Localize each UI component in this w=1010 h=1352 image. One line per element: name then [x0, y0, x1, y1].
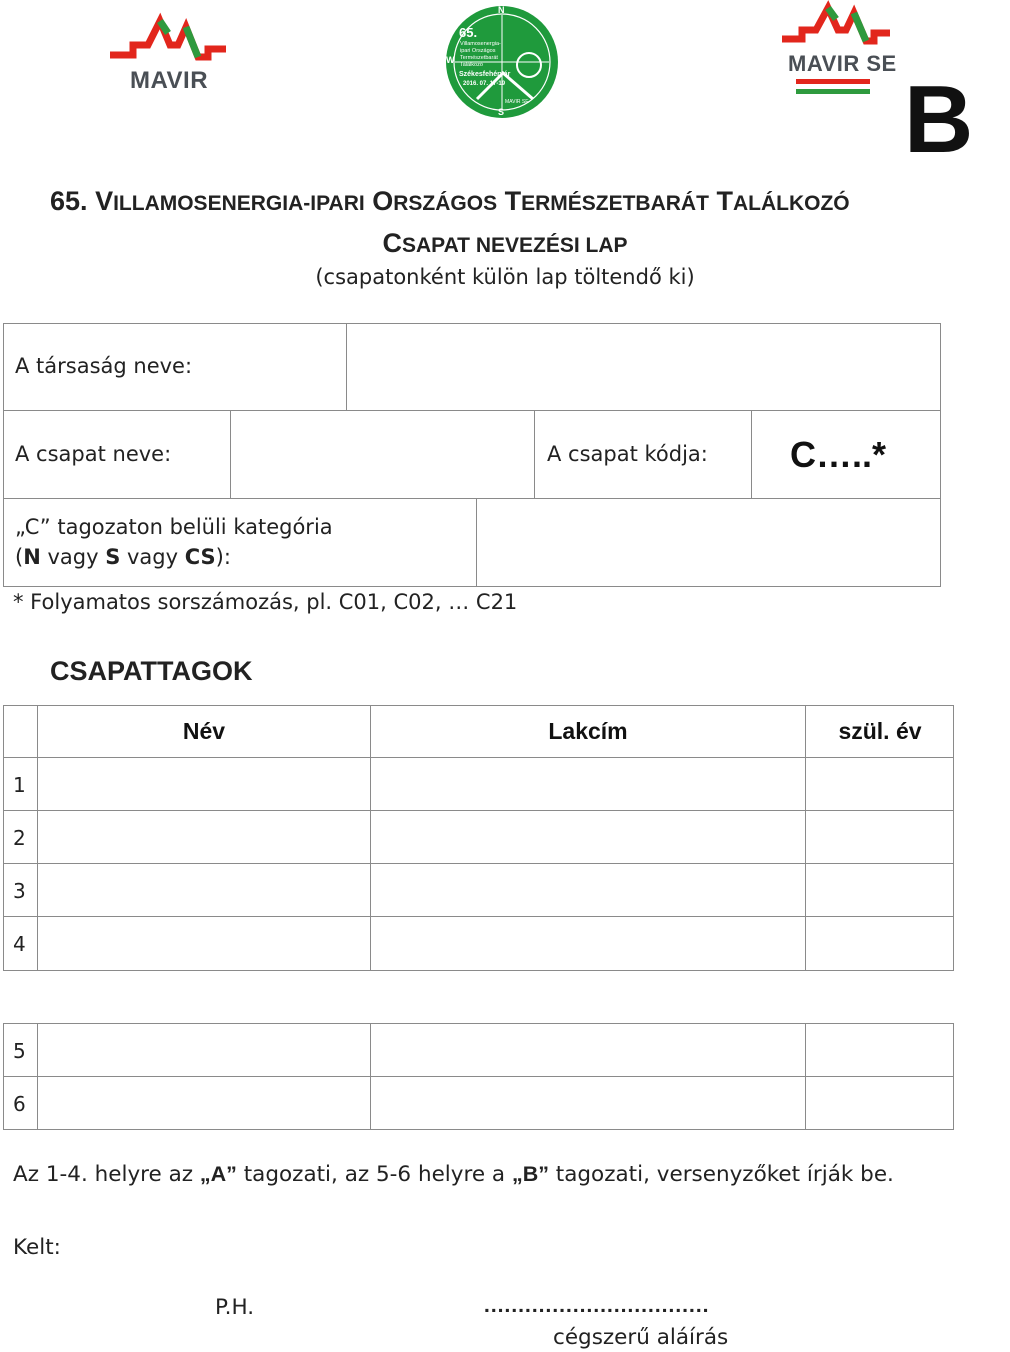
date-label: Kelt:: [13, 1235, 61, 1260]
col-divider-name-b: [370, 1023, 371, 1130]
category-label-line-2: [15, 545, 231, 569]
team-code-value[interactable]: C…..*: [790, 434, 887, 475]
section-letter: B: [904, 66, 974, 173]
title-w1-rest: ILLAMOSENERGIA: [113, 192, 304, 215]
row-divider-5: [3, 1076, 954, 1077]
section-rule: [13, 1162, 894, 1187]
mavir-logo-left: [108, 15, 228, 95]
badge-date: 2016. 07. 17-19: [463, 81, 506, 87]
row-number-5: 5: [13, 1039, 26, 1063]
mavir-se-wave-icon: [780, 3, 892, 51]
cat-n: N: [23, 545, 41, 569]
badge-compass-w: W: [446, 55, 455, 65]
subtitle-rest: SAPAT NEVEZÉSI LAP: [401, 234, 628, 257]
category-divider: [476, 498, 477, 587]
row-divider-2: [3, 863, 954, 864]
title-w4-cap: T: [504, 186, 522, 216]
cat-or-2: vagy: [120, 545, 185, 569]
rule-section-a: „A”: [199, 1162, 237, 1186]
title-word-4: [505, 186, 709, 216]
members-header-divider: [3, 757, 954, 758]
row-number-1: 1: [13, 773, 26, 797]
company-divider: [346, 323, 347, 411]
badge-city: Székesfehérvár: [459, 71, 511, 78]
members-heading: CSAPATTAGOK: [50, 656, 253, 686]
badge-org: MAVIR SE: [505, 99, 529, 105]
title-w5-rest: ALÁLKOZÓ: [732, 192, 850, 215]
rule-part-2: tagozati, az 5-6 helyre a: [236, 1162, 512, 1187]
team-code-value-divider: [751, 410, 752, 499]
badge-line-1: Villamosenergia-: [460, 41, 501, 47]
title-w1-cap: V: [95, 186, 114, 216]
rule-section-b: „B”: [511, 1162, 549, 1186]
title-word-1: [95, 186, 303, 216]
subtitle-cap: C: [382, 228, 402, 258]
cat-or-1: vagy: [40, 545, 106, 569]
col-divider-num-b: [37, 1023, 38, 1130]
row-number-3: 3: [13, 879, 26, 903]
badge-line-2: ipari Országos: [460, 48, 496, 54]
rule-part-3: tagozati, versenyzőket írják be.: [548, 1162, 894, 1187]
title-w5-cap: T: [716, 186, 733, 216]
col-divider-address-b: [805, 1023, 806, 1130]
event-badge: [443, 3, 561, 121]
title-number: 65.: [50, 186, 88, 216]
badge-number: 65.: [459, 25, 478, 40]
form-row-divider-1: [3, 410, 941, 411]
row-number-4: 4: [13, 932, 26, 956]
mavir-wave-icon: [108, 15, 228, 70]
rule-part-1: Az 1-4. helyre az: [13, 1162, 200, 1187]
row-divider-1: [3, 810, 954, 811]
category-label-line-1: „C” tagozaton belüli kategória: [15, 515, 333, 539]
title-word-5: [716, 186, 849, 216]
title-w3-rest: RSZÁGOS: [393, 192, 498, 215]
badge-line-4: Találkozó: [460, 62, 483, 68]
cat-cs: CS: [184, 545, 216, 569]
title-word-3: [372, 186, 497, 216]
page-title: [50, 186, 850, 217]
team-name-divider: [230, 410, 231, 499]
form-row-divider-2: [3, 498, 941, 499]
mavir-se-logo-text: MAVIR SE: [788, 51, 897, 76]
row-number-6: 6: [13, 1092, 26, 1116]
team-code-label-divider: [534, 410, 535, 499]
badge-compass-n: N: [498, 5, 505, 15]
col-header-name: Név: [182, 718, 226, 744]
badge-line-3: Természetbarát: [460, 55, 498, 61]
mavir-se-logo: [778, 3, 898, 98]
title-dash: -: [303, 192, 311, 215]
flag-stripe-green: [796, 89, 870, 94]
footnote: * Folyamatos sorszámozás, pl. C01, C02, … C21: [13, 590, 518, 614]
title-w2-rest: IPARI: [310, 192, 365, 215]
company-field[interactable]: [348, 325, 939, 409]
cat-open: (: [15, 545, 24, 569]
cat-close: ):: [215, 545, 231, 569]
badge-compass-s: S: [498, 107, 505, 117]
col-header-address: Lakcím: [548, 718, 628, 744]
team-name-label: A csapat neve:: [15, 442, 172, 466]
company-label: A társaság neve:: [15, 354, 193, 378]
title-w3-cap: O: [372, 186, 394, 216]
signature-line[interactable]: ……………………………: [483, 1293, 709, 1317]
mavir-logo-text: MAVIR: [130, 67, 209, 94]
page-instruction: (csapatonként külön lap töltendő ki): [315, 265, 695, 289]
row-divider-3: [3, 916, 954, 917]
page-subtitle-heading: [0, 228, 1010, 259]
col-header-birth-year: szül. év: [838, 718, 922, 744]
team-code-label: A csapat kódja:: [547, 442, 708, 466]
category-field[interactable]: [478, 500, 939, 585]
stamp-label: P.H.: [215, 1295, 255, 1320]
team-name-field[interactable]: [232, 412, 533, 497]
row-number-2: 2: [13, 826, 26, 850]
badge-event-name: [460, 41, 530, 69]
title-w4-rest: ERMÉSZETBARÁT: [521, 192, 709, 215]
signature-label: cégszerű aláírás: [553, 1325, 729, 1350]
title-word-2: [310, 186, 364, 216]
cat-s: S: [105, 545, 121, 569]
